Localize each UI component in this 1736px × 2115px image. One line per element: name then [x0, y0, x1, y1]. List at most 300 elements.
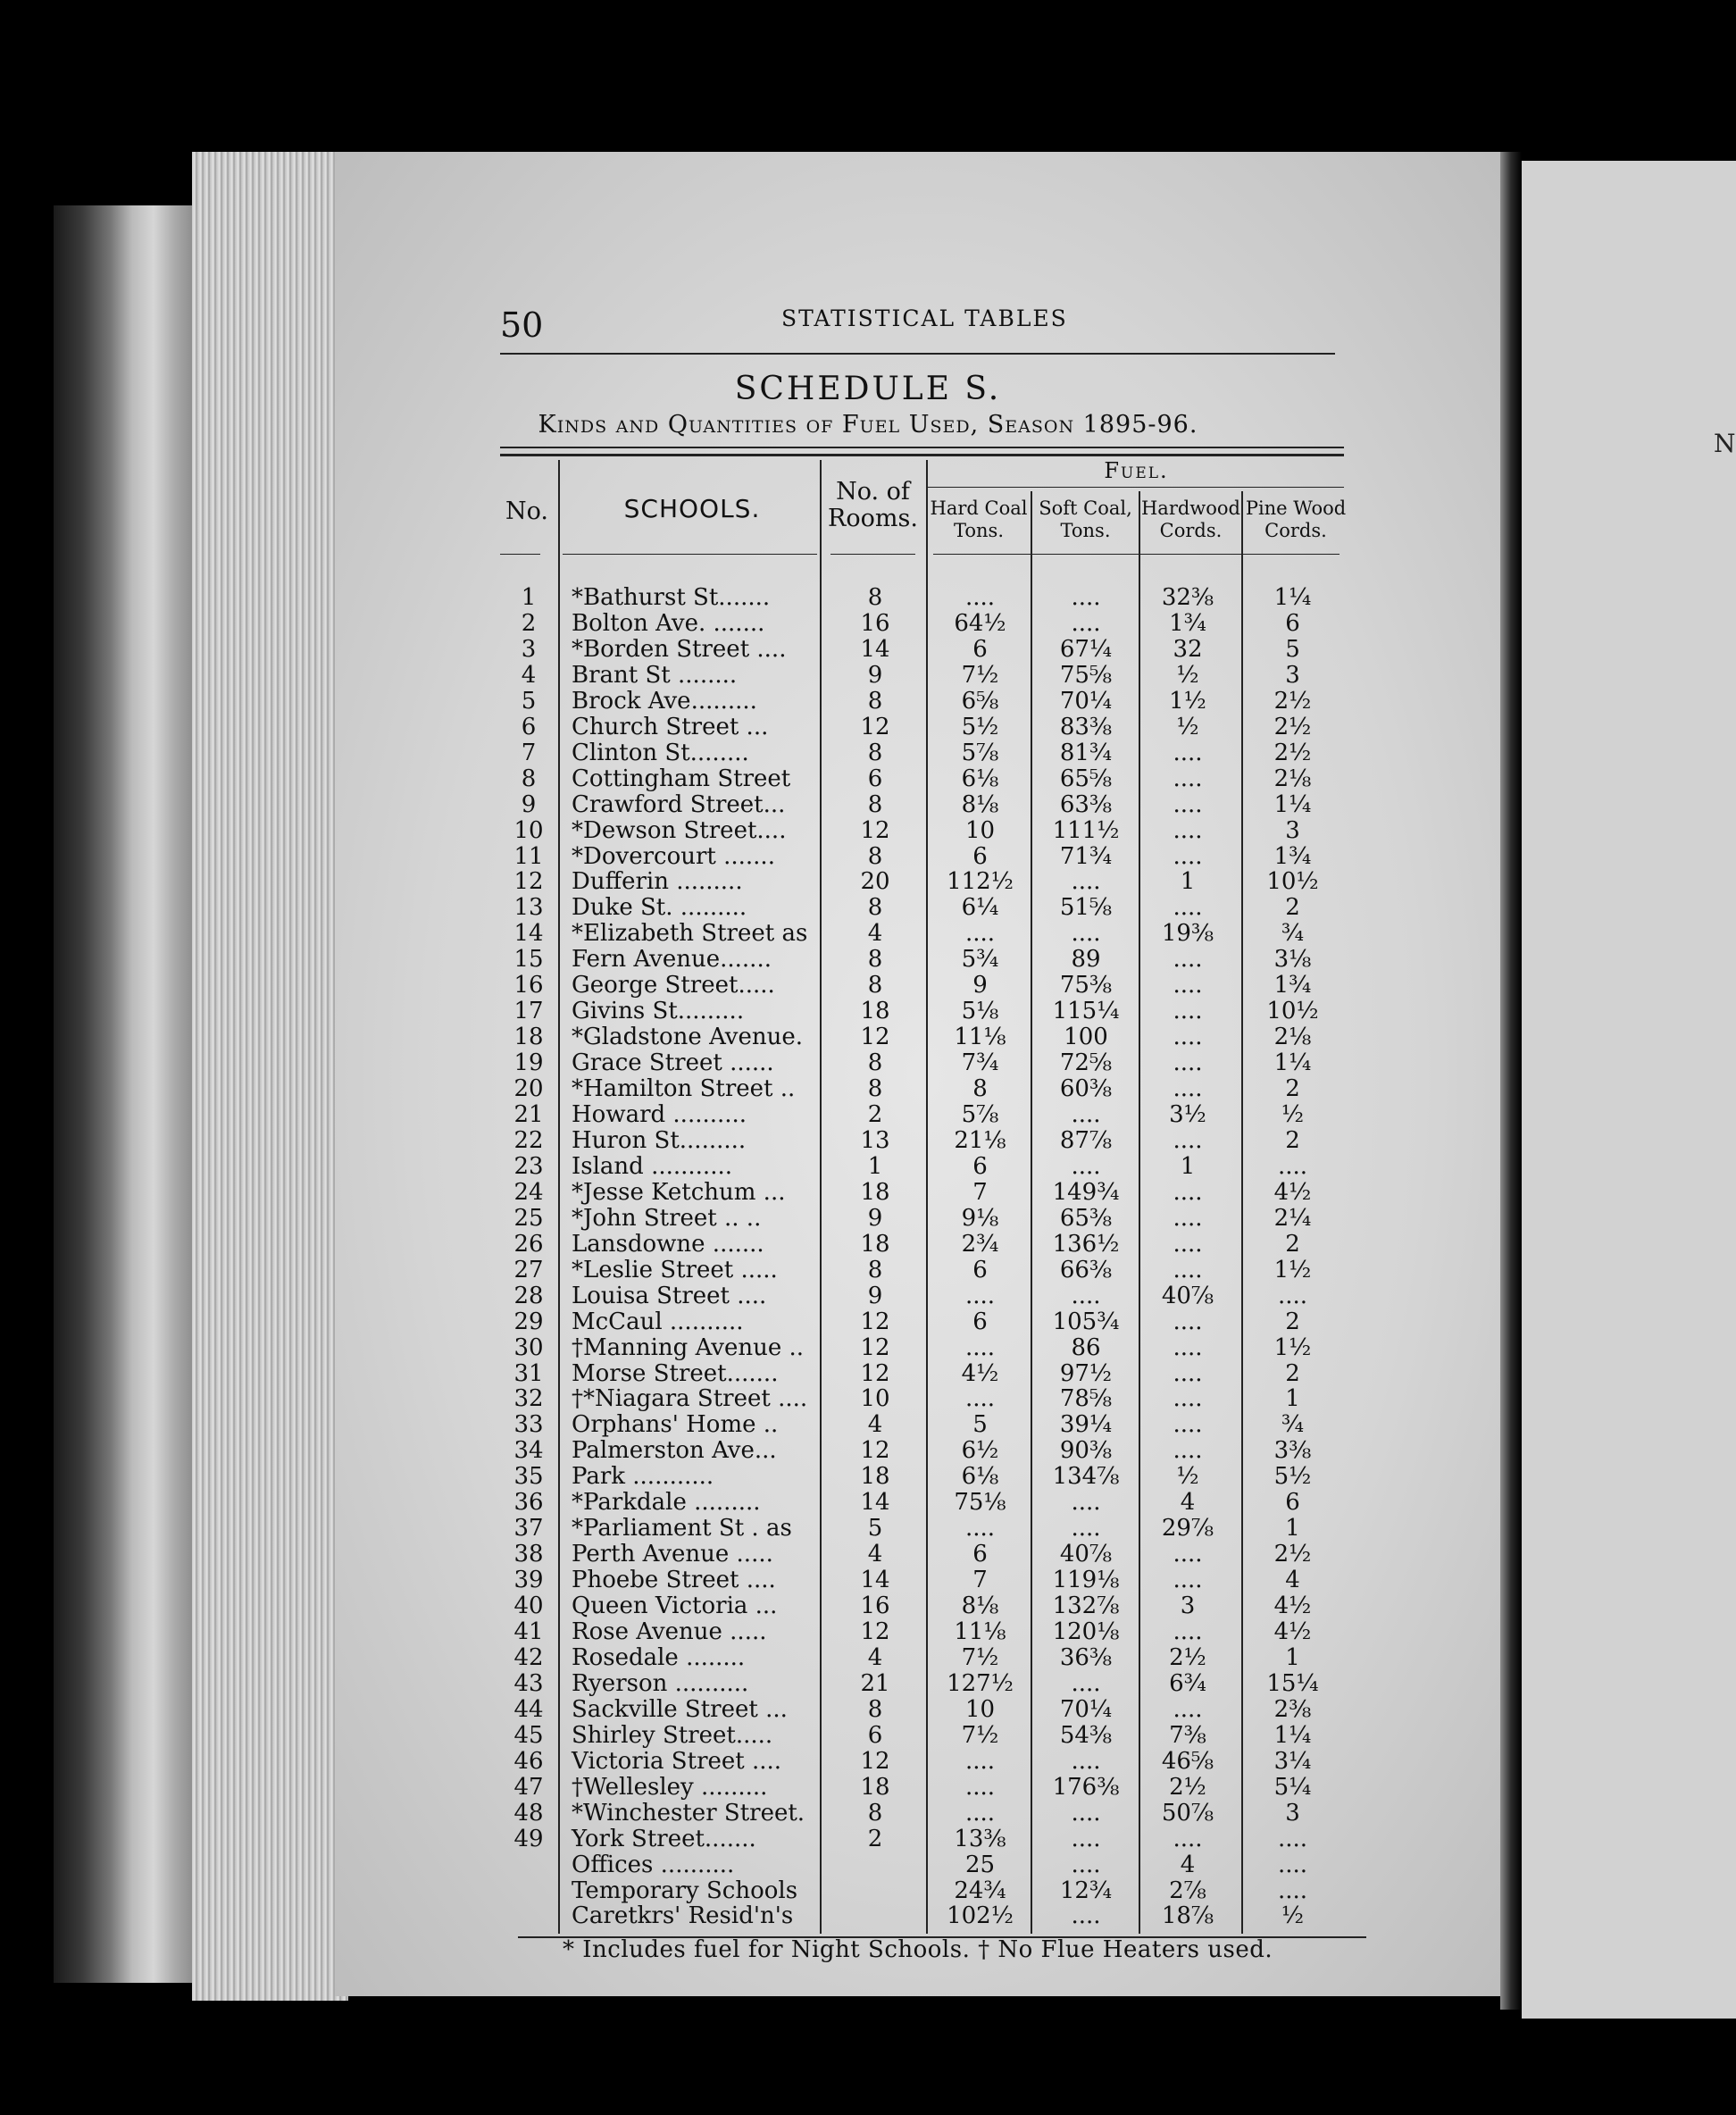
hard-coal-tons: 7½	[961, 1721, 999, 1749]
row-number: 47	[513, 1773, 544, 1801]
rooms-count: 14	[860, 1567, 890, 1594]
soft-coal-tons: 75⅜	[1059, 972, 1113, 999]
hard-coal-tons: 6	[972, 635, 988, 663]
row-number: 5	[521, 687, 537, 715]
soft-coal-tons: 119⅛	[1052, 1567, 1120, 1594]
rooms-count: 16	[860, 609, 890, 637]
rooms-count: 12	[860, 1618, 890, 1645]
school-name: Brock Ave.........	[572, 687, 757, 715]
hard-coal-tons: 9⅛	[961, 1204, 999, 1232]
school-name: Howard ..........	[572, 1101, 747, 1128]
rooms-count: 8	[867, 1799, 883, 1827]
hard-coal-tons: 64½	[954, 609, 1006, 637]
soft-coal-tons: 12¾	[1059, 1877, 1113, 1904]
rooms-count: 14	[860, 1489, 890, 1517]
pine-wood-cords: 2	[1285, 1126, 1300, 1154]
school-name: Queen Victoria ...	[572, 1593, 778, 1620]
soft-coal-tons: 149¾	[1052, 1178, 1120, 1206]
rooms-count: 8	[867, 894, 883, 922]
hardwood-cords: ....	[1173, 739, 1203, 766]
hard-coal-tons: 5	[972, 1411, 988, 1439]
pine-wood-cords: ½	[1281, 1902, 1305, 1930]
hardwood-cords: 1¾	[1169, 609, 1206, 637]
rooms-count: 12	[860, 1308, 890, 1335]
school-name: Park ...........	[572, 1463, 714, 1491]
rooms-count: 12	[860, 816, 890, 844]
hard-coal-tons: 7	[972, 1567, 988, 1594]
schedule-subtitle: Kinds and Quantities of Fuel Used, Season 1895-96.	[538, 411, 1198, 439]
row-number: 26	[513, 1230, 544, 1258]
school-name: Caretkrs' Resid'n's	[572, 1902, 794, 1930]
row-number: 36	[513, 1489, 544, 1517]
hard-coal-tons: 11⅛	[954, 1024, 1006, 1051]
hard-coal-tons: ....	[964, 1747, 996, 1775]
row-number: 15	[513, 946, 544, 974]
hard-coal-tons: ....	[964, 1333, 996, 1361]
rooms-count: 18	[860, 1773, 890, 1801]
hard-coal-tons: 24¾	[954, 1877, 1006, 1904]
school-name: Ryerson ..........	[572, 1669, 749, 1697]
hard-coal-tons: 6¼	[961, 894, 999, 922]
hardwood-cords: ....	[1173, 1385, 1203, 1413]
row-number: 37	[513, 1515, 544, 1542]
soft-coal-tons: 70¼	[1059, 1695, 1113, 1723]
row-number: 4	[521, 661, 537, 689]
row-number: 42	[513, 1643, 544, 1671]
row-number: 30	[513, 1333, 544, 1361]
soft-coal-tons: 132⅞	[1052, 1593, 1120, 1620]
header-bottom-rule	[830, 554, 915, 555]
school-name: *Dewson Street....	[572, 816, 787, 844]
school-name: Rose Avenue .....	[572, 1618, 767, 1645]
hardwood-cords: ....	[1173, 1333, 1203, 1361]
row-number: 24	[513, 1178, 544, 1206]
rooms-count: 13	[860, 1126, 890, 1154]
header-bottom-rule	[563, 554, 817, 555]
rooms-count: 8	[867, 1256, 883, 1283]
pine-wood-cords: 10½	[1266, 868, 1319, 896]
hardwood-cords: ....	[1173, 1359, 1203, 1387]
soft-coal-tons: ....	[1071, 1825, 1101, 1852]
rooms-count: 6	[867, 765, 883, 792]
pine-wood-cords: 4½	[1273, 1618, 1312, 1645]
hardwood-cords: ....	[1173, 1308, 1203, 1335]
hardwood-cords: 1	[1180, 868, 1196, 896]
header-soft-coal: Soft Coal, Tons.	[1039, 497, 1132, 541]
rooms-count: 9	[867, 661, 883, 689]
hardwood-cords: 2½	[1169, 1643, 1206, 1671]
hardwood-cords: ....	[1173, 1126, 1203, 1154]
soft-coal-tons: 134⅞	[1052, 1463, 1120, 1491]
pine-wood-cords: 1½	[1273, 1256, 1312, 1283]
rooms-count: 16	[860, 1593, 890, 1620]
row-number: 41	[513, 1618, 544, 1645]
school-name: Perth Avenue .....	[572, 1541, 773, 1568]
hardwood-cords: ....	[1173, 1230, 1203, 1258]
soft-coal-tons: 36⅜	[1059, 1643, 1113, 1671]
school-name: Givins St.........	[572, 998, 745, 1025]
row-number: 1	[521, 584, 537, 611]
rooms-count: 8	[867, 739, 883, 766]
school-name: Clinton St........	[572, 739, 749, 766]
rooms-count: 6	[867, 1721, 883, 1749]
fuel-group-rule	[927, 487, 1344, 488]
row-number: 17	[513, 998, 544, 1025]
hard-coal-tons: 13⅜	[954, 1825, 1006, 1852]
school-name: Fern Avenue.......	[572, 946, 772, 974]
rooms-count: 8	[867, 1049, 883, 1077]
soft-coal-tons: ....	[1071, 1799, 1101, 1827]
row-number: 12	[513, 868, 544, 896]
pine-wood-cords: 1¼	[1273, 1049, 1312, 1077]
hardwood-cords: ½	[1176, 661, 1199, 689]
row-number: 43	[513, 1669, 544, 1697]
row-number: 14	[513, 920, 544, 948]
soft-coal-tons: 65⅜	[1059, 1204, 1113, 1232]
hardwood-cords: 4	[1180, 1851, 1196, 1878]
soft-coal-tons: 81¾	[1059, 739, 1113, 766]
school-name: George Street.....	[572, 972, 775, 999]
pine-wood-cords: 4	[1285, 1567, 1300, 1594]
school-name: Palmerston Ave...	[572, 1437, 777, 1465]
row-number: 13	[513, 894, 544, 922]
soft-coal-tons: 115¼	[1052, 998, 1120, 1025]
school-name: *Dovercourt .......	[572, 842, 775, 870]
hardwood-cords: ....	[1173, 765, 1203, 792]
pine-wood-cords: 2	[1285, 1308, 1300, 1335]
pine-wood-cords: 2⅛	[1273, 765, 1312, 792]
hardwood-cords: ....	[1173, 972, 1203, 999]
pine-wood-cords: 1¼	[1273, 790, 1312, 818]
rooms-count	[839, 1903, 911, 1929]
hardwood-cords: 46⅝	[1161, 1747, 1214, 1775]
hard-coal-tons: 102½	[947, 1902, 1014, 1930]
school-name: Church Street ...	[572, 713, 769, 740]
hardwood-cords: 32	[1173, 635, 1203, 663]
soft-coal-tons: 63⅜	[1059, 790, 1113, 818]
hard-coal-tons: 7¾	[961, 1049, 999, 1077]
hardwood-cords: 2½	[1169, 1773, 1206, 1801]
school-name: Dufferin .........	[572, 868, 743, 896]
rooms-count: 21	[860, 1669, 890, 1697]
school-name: †*Niagara Street ....	[572, 1385, 808, 1413]
hardwood-cords: ....	[1173, 1204, 1203, 1232]
rooms-count: 1	[867, 1152, 883, 1180]
hard-coal-tons: 4½	[961, 1359, 999, 1387]
hardwood-cords: ....	[1173, 1437, 1203, 1465]
hard-coal-tons: 6⅝	[961, 687, 999, 715]
row-number: 18	[513, 1024, 544, 1051]
hardwood-cords: ....	[1173, 1024, 1203, 1051]
soft-coal-tons: 39¼	[1059, 1411, 1113, 1439]
school-name: *Hamilton Street ..	[572, 1075, 796, 1103]
pine-wood-cords: 1¾	[1273, 842, 1312, 870]
column-line	[1241, 491, 1243, 1934]
pine-wood-cords: 2¼	[1273, 1204, 1312, 1232]
rooms-count: 8	[867, 790, 883, 818]
pine-wood-cords: 3⅛	[1273, 946, 1312, 974]
hardwood-cords: 1	[1180, 1152, 1196, 1180]
hard-coal-tons: 8⅛	[961, 1593, 999, 1620]
soft-coal-tons: ....	[1071, 584, 1101, 611]
row-number: 35	[513, 1463, 544, 1491]
soft-coal-tons: ....	[1071, 1489, 1101, 1517]
pine-wood-cords: ¾	[1281, 920, 1305, 948]
row-number: 9	[521, 790, 537, 818]
hard-coal-tons: 6	[972, 1256, 988, 1283]
hard-coal-tons: 6	[972, 1308, 988, 1335]
pine-wood-cords: 1¼	[1273, 1721, 1312, 1749]
soft-coal-tons: 100	[1064, 1024, 1108, 1051]
pine-wood-cords: 2½	[1273, 739, 1312, 766]
rooms-count: 8	[867, 687, 883, 715]
hard-coal-tons: ....	[964, 584, 996, 611]
rooms-count: 8	[867, 1695, 883, 1723]
pine-wood-cords: ....	[1277, 1152, 1308, 1180]
hardwood-cords: 4	[1180, 1489, 1196, 1517]
facing-page	[1522, 161, 1736, 2019]
hard-coal-tons: 6	[972, 1152, 988, 1180]
hard-coal-tons: ....	[964, 1799, 996, 1827]
rooms-count: 12	[860, 1333, 890, 1361]
pine-wood-cords: 6	[1285, 609, 1300, 637]
rooms-count: 18	[860, 1463, 890, 1491]
rooms-count: 12	[860, 1437, 890, 1465]
pine-wood-cords: 2	[1285, 894, 1300, 922]
pine-wood-cords: 3	[1285, 1799, 1300, 1827]
hardwood-cords: ....	[1173, 1695, 1203, 1723]
facing-page-fragment: N	[1714, 429, 1736, 458]
rooms-count: 8	[867, 842, 883, 870]
rooms-count: 8	[867, 972, 883, 999]
hardwood-cords: ....	[1173, 1541, 1203, 1568]
column-line	[926, 460, 928, 1934]
soft-coal-tons: ....	[1071, 609, 1101, 637]
soft-coal-tons: 71¾	[1059, 842, 1113, 870]
pine-wood-cords: 1	[1285, 1643, 1300, 1671]
school-name: *John Street .. ..	[572, 1204, 762, 1232]
rooms-count: 4	[867, 920, 883, 948]
row-number: 46	[513, 1747, 544, 1775]
soft-coal-tons: 78⅝	[1059, 1385, 1113, 1413]
rooms-count: 9	[867, 1282, 883, 1309]
rooms-count: 9	[867, 1204, 883, 1232]
school-name: *Leslie Street .....	[572, 1256, 778, 1283]
soft-coal-tons: 111½	[1052, 816, 1120, 844]
row-number: 39	[513, 1567, 544, 1594]
row-number: 3	[521, 635, 537, 663]
hard-coal-tons: 10	[964, 1695, 996, 1723]
pine-wood-cords: 4½	[1273, 1593, 1312, 1620]
row-number	[505, 1852, 552, 1878]
school-name: Offices ..........	[572, 1851, 735, 1878]
pine-wood-cords: 10½	[1266, 998, 1319, 1025]
row-number: 45	[513, 1721, 544, 1749]
hard-coal-tons: 5¾	[961, 946, 999, 974]
header-hard-coal: Hard Coal Tons.	[930, 497, 1028, 541]
soft-coal-tons: 90⅜	[1059, 1437, 1113, 1465]
school-name: Rosedale ........	[572, 1643, 746, 1671]
rooms-count: 4	[867, 1541, 883, 1568]
hardwood-cords: 19⅜	[1161, 920, 1214, 948]
hard-coal-tons: ....	[964, 1385, 996, 1413]
row-number: 31	[513, 1359, 544, 1387]
rooms-count: 2	[867, 1101, 883, 1128]
table-top-rule-double	[500, 454, 1344, 456]
header-fuel: Fuel.	[1104, 458, 1169, 483]
soft-coal-tons: 83⅜	[1059, 713, 1113, 740]
row-number	[505, 1878, 552, 1904]
pine-wood-cords: 2	[1285, 1230, 1300, 1258]
soft-coal-tons: 176⅜	[1052, 1773, 1120, 1801]
row-number: 34	[513, 1437, 544, 1465]
hard-coal-tons: 5⅞	[961, 739, 999, 766]
hard-coal-tons: ....	[964, 1773, 996, 1801]
school-name: *Parkdale .........	[572, 1489, 761, 1517]
hardwood-cords: 18⅞	[1161, 1902, 1214, 1930]
hardwood-cords: 40⅞	[1161, 1282, 1214, 1309]
school-name: McCaul ..........	[572, 1308, 744, 1335]
soft-coal-tons: 70¼	[1059, 687, 1113, 715]
soft-coal-tons: ....	[1071, 1282, 1101, 1309]
hardwood-cords: ....	[1173, 894, 1203, 922]
row-number: 28	[513, 1282, 544, 1309]
school-name: Lansdowne .......	[572, 1230, 764, 1258]
row-number: 25	[513, 1204, 544, 1232]
soft-coal-tons: 87⅞	[1059, 1126, 1113, 1154]
hard-coal-tons: 7	[972, 1178, 988, 1206]
header-schools: SCHOOLS.	[623, 494, 761, 523]
row-number: 7	[521, 739, 537, 766]
pine-wood-cords: 3⅜	[1273, 1437, 1312, 1465]
column-line	[1139, 491, 1140, 1934]
hardwood-cords: 7⅜	[1169, 1721, 1206, 1749]
rooms-count: 12	[860, 1359, 890, 1387]
row-number	[505, 1903, 552, 1929]
pine-wood-cords: 5	[1285, 635, 1300, 663]
soft-coal-tons: 89	[1071, 946, 1101, 974]
soft-coal-tons: 86	[1071, 1333, 1101, 1361]
header-rule	[500, 353, 1335, 355]
hardwood-cords: ....	[1173, 1075, 1203, 1103]
hard-coal-tons: 2¾	[961, 1230, 999, 1258]
school-name: Bolton Ave. .......	[572, 609, 765, 637]
hard-coal-tons: 6⅛	[961, 765, 999, 792]
soft-coal-tons: ....	[1071, 1851, 1101, 1878]
column-line	[1031, 491, 1032, 1934]
pine-wood-cords: ....	[1277, 1282, 1308, 1309]
hard-coal-tons: 8	[972, 1075, 988, 1103]
school-name: Victoria Street ....	[572, 1747, 782, 1775]
school-name: Brant St ........	[572, 661, 738, 689]
rooms-count: 4	[867, 1643, 883, 1671]
school-name: *Jesse Ketchum ...	[572, 1178, 786, 1206]
soft-coal-tons: ....	[1071, 1902, 1101, 1930]
hardwood-cords: ....	[1173, 946, 1203, 974]
soft-coal-tons: 40⅞	[1059, 1541, 1113, 1568]
pine-wood-cords: 1	[1285, 1385, 1300, 1413]
row-number: 22	[513, 1126, 544, 1154]
hardwood-cords: ....	[1173, 1178, 1203, 1206]
hard-coal-tons: 9	[972, 972, 988, 999]
row-number: 27	[513, 1256, 544, 1283]
header-bottom-rule	[500, 554, 540, 555]
pine-wood-cords: 2½	[1273, 687, 1312, 715]
rooms-count: 14	[860, 635, 890, 663]
rooms-count: 8	[867, 584, 883, 611]
soft-coal-tons: ....	[1071, 1101, 1101, 1128]
running-head: STATISTICAL TABLES	[781, 305, 1068, 331]
hardwood-cords: ....	[1173, 842, 1203, 870]
row-number: 2	[521, 609, 537, 637]
footnote: * Includes fuel for Night Schools. † No Flue Heaters used.	[563, 1936, 1273, 1963]
pine-wood-cords: ....	[1277, 1877, 1308, 1904]
hardwood-cords: ....	[1173, 1567, 1203, 1594]
hard-coal-tons: 10	[964, 816, 996, 844]
school-name: *Elizabeth Street as	[572, 920, 808, 948]
header-pine-wood: Pine Wood Cords.	[1245, 497, 1347, 541]
hard-coal-tons: 6	[972, 842, 988, 870]
pine-wood-cords: 2½	[1273, 1541, 1312, 1568]
hard-coal-tons: 75⅛	[954, 1489, 1006, 1517]
school-name: *Parliament St . as	[572, 1515, 792, 1542]
hardwood-cords: ½	[1176, 1463, 1199, 1491]
school-name: †Wellesley .........	[572, 1773, 768, 1801]
hardwood-cords: ....	[1173, 998, 1203, 1025]
pine-wood-cords: ¾	[1281, 1411, 1305, 1439]
school-name: Louisa Street ....	[572, 1282, 767, 1309]
hard-coal-tons: 127½	[947, 1669, 1014, 1697]
row-number: 48	[513, 1799, 544, 1827]
pine-wood-cords: 2⅜	[1273, 1695, 1312, 1723]
rooms-count: 2	[867, 1825, 883, 1852]
hard-coal-tons: 11⅛	[954, 1618, 1006, 1645]
soft-coal-tons: ....	[1071, 1669, 1101, 1697]
soft-coal-tons: 105¾	[1052, 1308, 1120, 1335]
row-number: 19	[513, 1049, 544, 1077]
pine-wood-cords: 3	[1285, 661, 1300, 689]
hard-coal-tons: 6	[972, 1541, 988, 1568]
row-number: 21	[513, 1101, 544, 1128]
hardwood-cords: 2⅞	[1169, 1877, 1206, 1904]
table-top-rule	[500, 447, 1344, 448]
school-name: Orphans' Home ..	[572, 1411, 779, 1439]
school-name: *Borden Street ....	[572, 635, 787, 663]
soft-coal-tons: 136½	[1052, 1230, 1120, 1258]
header-hardwood: Hardwood Cords.	[1140, 497, 1241, 541]
header-rooms: No. of Rooms.	[828, 478, 918, 532]
rooms-count: 8	[867, 1075, 883, 1103]
school-name: Temporary Schools	[572, 1877, 798, 1904]
school-name: Phoebe Street ....	[572, 1567, 776, 1594]
soft-coal-tons: ....	[1071, 1152, 1101, 1180]
hard-coal-tons: 25	[964, 1851, 996, 1878]
hard-coal-tons: 7½	[961, 661, 999, 689]
school-name: Morse Street.......	[572, 1359, 779, 1387]
rooms-count: 12	[860, 713, 890, 740]
hardwood-cords: ....	[1173, 1049, 1203, 1077]
pine-wood-cords: 1¼	[1273, 584, 1312, 611]
school-name: Duke St. .........	[572, 894, 747, 922]
hard-coal-tons: 5½	[961, 713, 999, 740]
pine-wood-cords: 15¼	[1266, 1669, 1319, 1697]
pine-wood-cords: 1¾	[1273, 972, 1312, 999]
school-name: *Winchester Street.	[572, 1799, 805, 1827]
rooms-count	[839, 1878, 911, 1904]
row-number: 8	[521, 765, 537, 792]
soft-coal-tons: 72⅝	[1059, 1049, 1113, 1077]
soft-coal-tons: 75⅝	[1059, 661, 1113, 689]
